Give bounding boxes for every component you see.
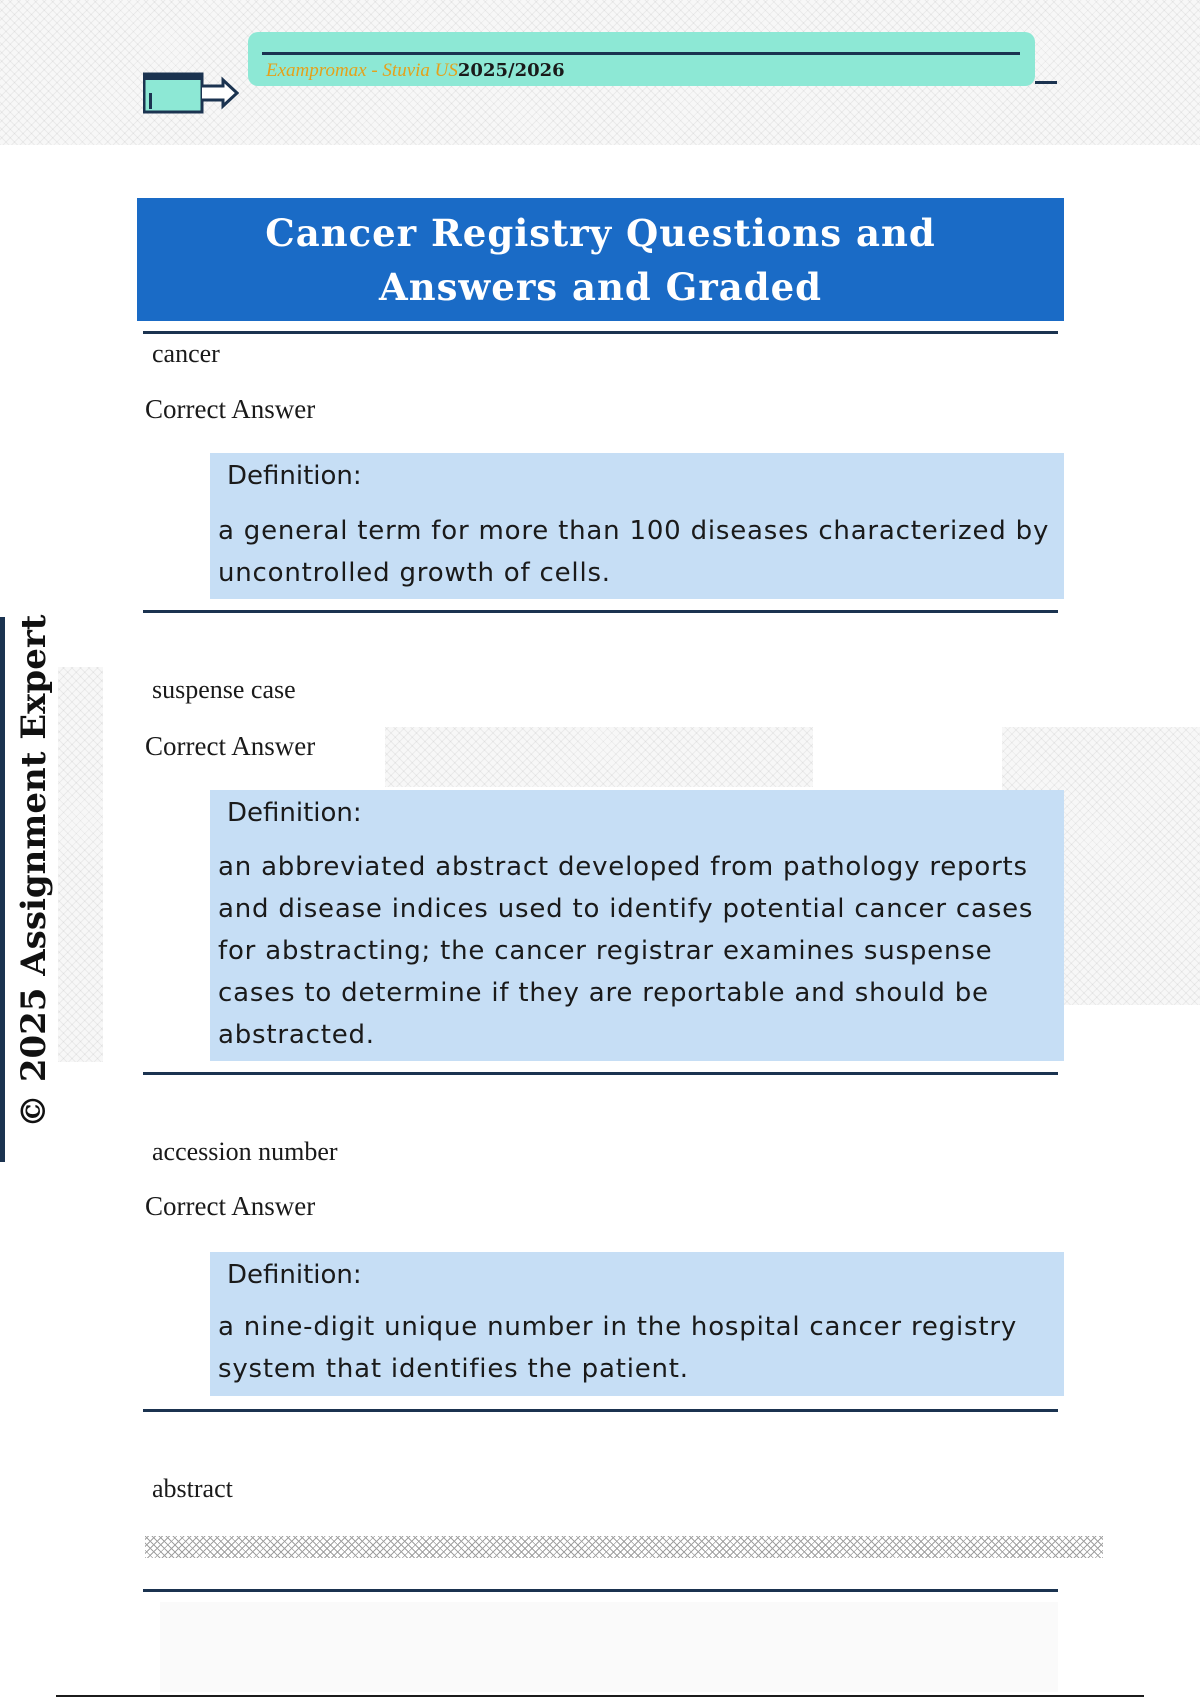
definition-line: a nine-digit unique number in the hospital cancer registry [218, 1312, 1018, 1342]
divider [143, 331, 1058, 334]
header-brand: Exampromax - Stuvia US [266, 60, 458, 81]
definition-line: uncontrolled growth of cells. [218, 558, 611, 588]
sidebar-strip [58, 667, 103, 1062]
copyright-watermark: © 2025 Assignment Expert [14, 614, 54, 1128]
definition-box [210, 790, 1064, 1061]
page-title [137, 198, 1064, 321]
definition-line: abstracted. [218, 1020, 375, 1050]
divider [143, 1072, 1058, 1075]
answer-label: Correct Answer [145, 731, 316, 761]
page-bottom-rule [56, 1695, 1144, 1697]
term-title: suspense case [152, 675, 296, 704]
term-title: accession number [152, 1137, 338, 1166]
answer-label: Correct Answer [145, 394, 316, 424]
definition-line: for abstracting; the cancer registrar examines suspense [218, 936, 993, 966]
definition-text [218, 1306, 1058, 1390]
definition-label: Definition: [227, 1260, 362, 1290]
faint-content-area [160, 1602, 1058, 1692]
header-text [266, 60, 565, 82]
term-title: cancer [152, 339, 220, 368]
definition-line: cases to determine if they are reportable and should be [218, 978, 989, 1008]
divider [143, 610, 1058, 613]
definition-text [218, 510, 1058, 594]
obscured-content [145, 1536, 1103, 1558]
definition-text [218, 846, 1058, 1056]
definition-line: system that identifies the patient. [218, 1354, 689, 1384]
definition-box [210, 1252, 1064, 1396]
definition-line: an abbreviated abstract developed from pathology reports [218, 852, 1028, 882]
definition-label: Definition: [227, 461, 362, 491]
header-divider-end [1035, 81, 1057, 84]
term-title: abstract [152, 1474, 233, 1503]
definition-line: a general term for more than 100 diseases characterized by [218, 516, 1050, 546]
sidebar-bar [0, 617, 5, 1162]
background-patch [385, 727, 813, 787]
definition-label: Definition: [227, 798, 362, 828]
divider [143, 1409, 1058, 1412]
page-title-text: Cancer Registry Questions and Answers and Graded [265, 210, 936, 309]
header-year: 2025/2026 [457, 60, 565, 81]
logo-icon [143, 71, 239, 117]
definition-box [210, 453, 1064, 599]
divider [143, 1589, 1058, 1592]
answer-label: Correct Answer [145, 1191, 316, 1221]
definition-line: and disease indices used to identify potential cancer cases [218, 894, 1034, 924]
header-divider [262, 52, 1020, 55]
